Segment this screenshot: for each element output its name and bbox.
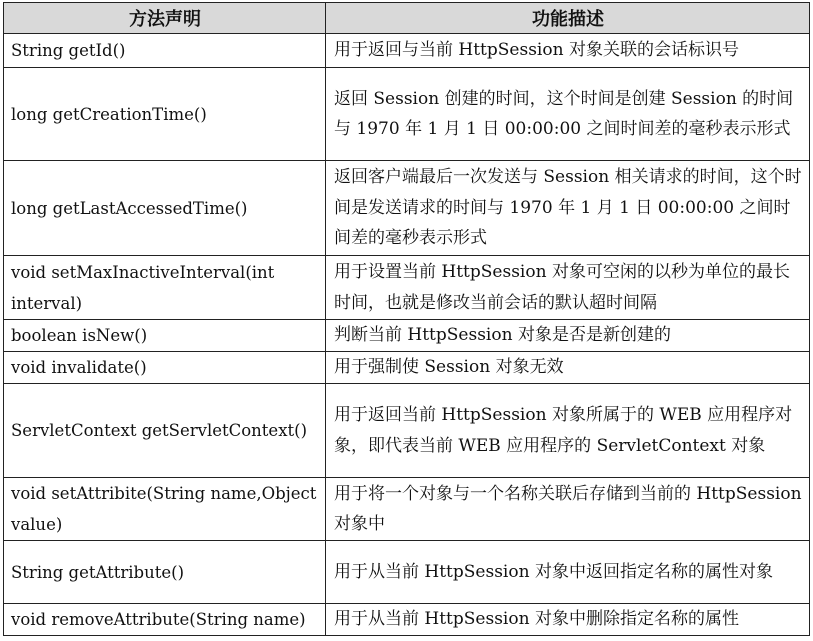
description-cell: 用于强制使 Session 对象无效	[326, 352, 810, 384]
description-cell: 用于将一个对象与一个名称关联后存储到当前的 HttpSession 对象中	[326, 478, 810, 541]
method-cell: void setMaxInactiveInterval(int interval)	[4, 256, 326, 320]
header-description: 功能描述	[326, 3, 810, 34]
method-cell: long getLastAccessedTime()	[4, 161, 326, 256]
table-row	[4, 541, 810, 604]
method-cell: void setAttribite(String name,Object value)	[4, 478, 326, 541]
table-row	[4, 384, 810, 478]
description-cell: 用于返回与当前 HttpSession 对象关联的会话标识号	[326, 34, 810, 68]
table-row	[4, 256, 810, 320]
description-cell: 用于从当前 HttpSession 对象中删除指定名称的属性	[326, 604, 810, 636]
table-row	[4, 161, 810, 256]
session-methods-table	[3, 2, 810, 636]
table-row	[4, 34, 810, 68]
description-cell: 返回 Session 创建的时间，这个时间是创建 Session 的时间与 1970 年 1 月 1 日 00:00:00 之间时间差的毫秒表示形式	[326, 68, 810, 161]
table-row	[4, 604, 810, 636]
method-cell: String getId()	[4, 34, 326, 68]
method-cell: void removeAttribute(String name)	[4, 604, 326, 636]
header-row	[4, 3, 810, 34]
description-cell: 用于返回当前 HttpSession 对象所属于的 WEB 应用程序对象，即代表当前 WEB 应用程序的 ServletContext 对象	[326, 384, 810, 478]
description-cell: 返回客户端最后一次发送与 Session 相关请求的时间，这个时间是发送请求的时间与 1970 年 1 月 1 日 00:00:00 之间时间差的毫秒表示形式	[326, 161, 810, 256]
table-row	[4, 352, 810, 384]
method-cell: String getAttribute()	[4, 541, 326, 604]
header-method: 方法声明	[4, 3, 326, 34]
method-cell: long getCreationTime()	[4, 68, 326, 161]
method-cell: ServletContext getServletContext()	[4, 384, 326, 478]
description-cell: 用于从当前 HttpSession 对象中返回指定名称的属性对象	[326, 541, 810, 604]
description-cell: 判断当前 HttpSession 对象是否是新创建的	[326, 320, 810, 352]
method-cell: void invalidate()	[4, 352, 326, 384]
table-row	[4, 478, 810, 541]
table-row	[4, 320, 810, 352]
description-cell: 用于设置当前 HttpSession 对象可空闲的以秒为单位的最长时间，也就是修改当前会话的默认超时间隔	[326, 256, 810, 320]
table-row	[4, 68, 810, 161]
method-cell: boolean isNew()	[4, 320, 326, 352]
